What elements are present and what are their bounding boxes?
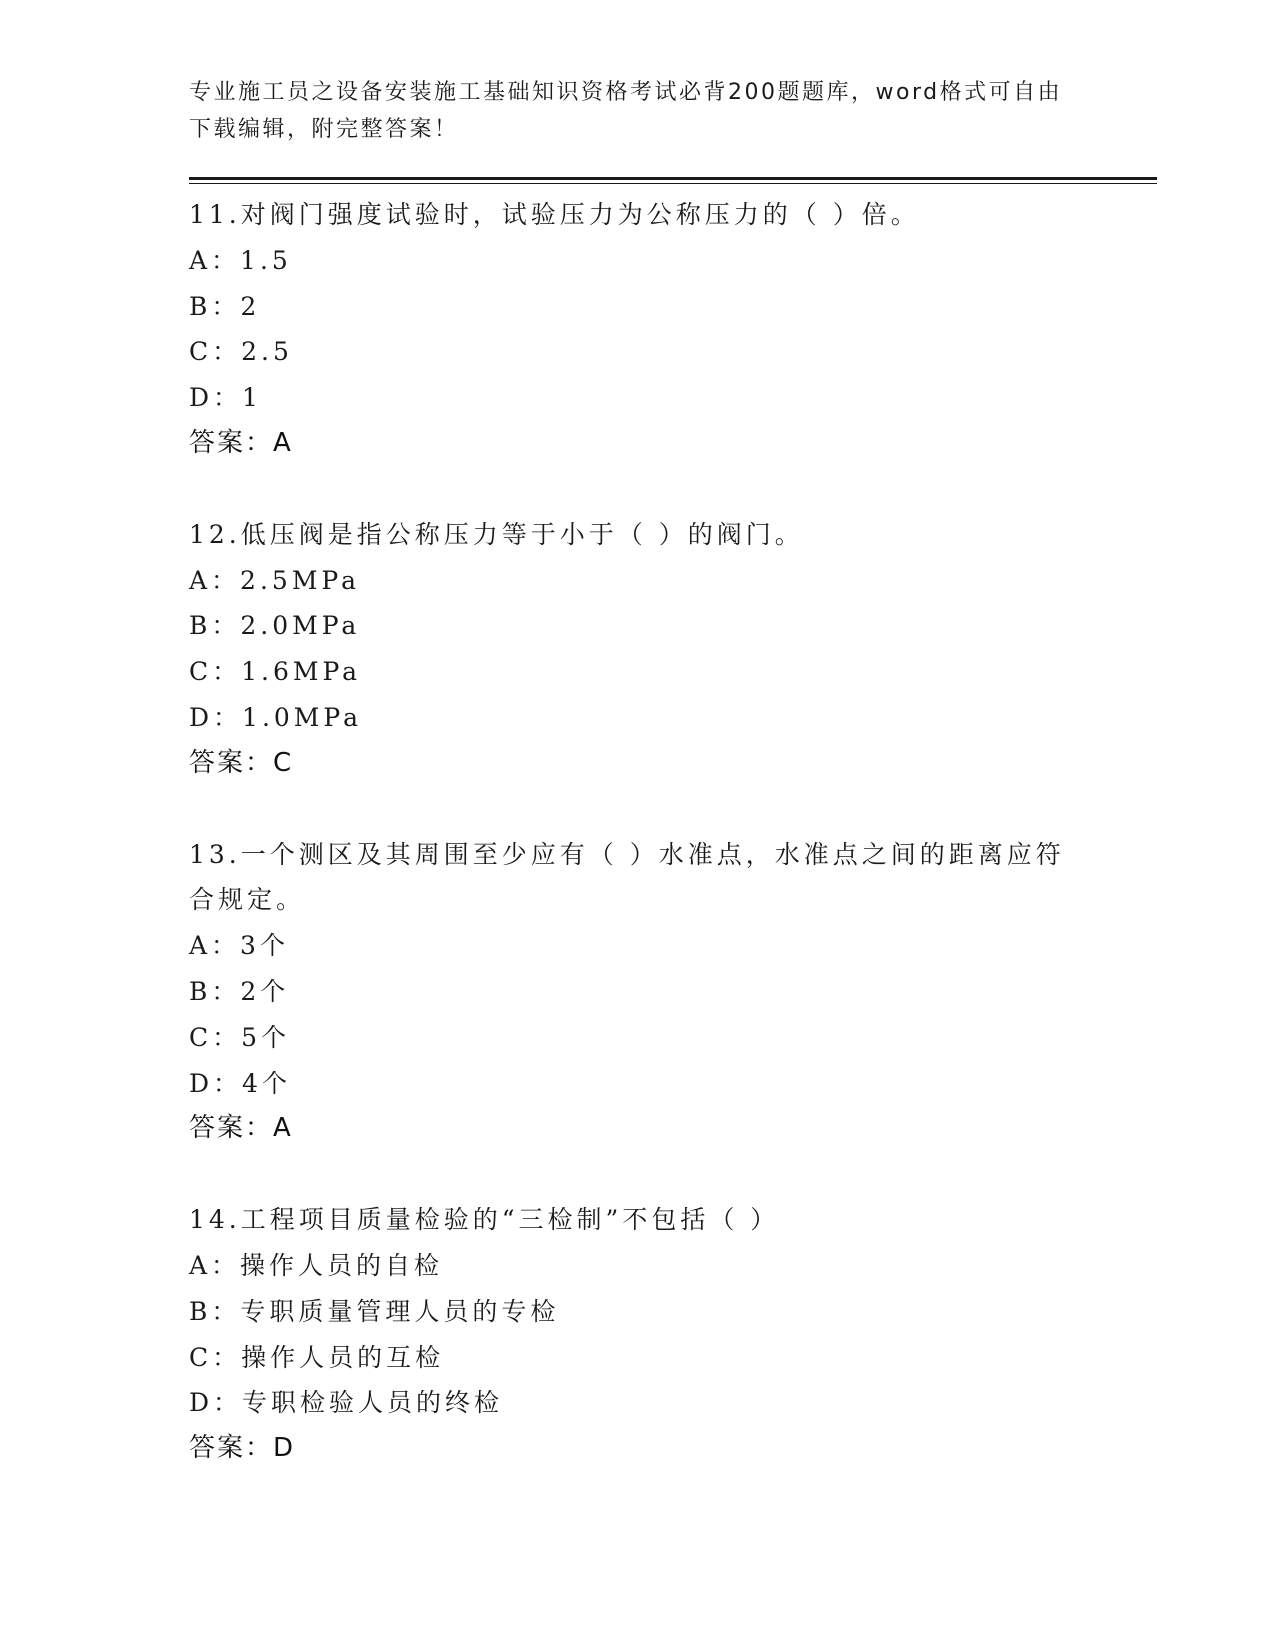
answer: 答案：A <box>189 1113 293 1144</box>
question-13 <box>189 832 1069 1153</box>
option-c: C：操作人员的互检 <box>189 1342 445 1372</box>
answer: 答案：A <box>189 427 293 458</box>
option-b: B：专职质量管理人员的专检 <box>189 1296 560 1326</box>
header-title-line-1: 专业施工员之设备安装施工基础知识资格考试必背200题题库，word格式可自由 <box>189 80 1063 105</box>
document-header <box>189 74 1069 148</box>
option-d: D：1.0MPa <box>189 702 363 732</box>
question-stem: 11.对阀门强度试验时，试验压力为公称压力的（ ）倍。 <box>189 200 920 229</box>
option-c: C：5个 <box>189 1022 291 1052</box>
question-stem: 13.一个测区及其周围至少应有（ ）水准点，水准点之间的距离应符合规定。 <box>189 839 1065 915</box>
question-12 <box>189 512 1069 787</box>
header-divider-thin <box>189 183 1157 184</box>
option-a: A：3个 <box>189 931 289 961</box>
question-11 <box>189 192 1069 467</box>
question-stem: 14.工程项目质量检验的“三检制”不包括（ ） <box>189 1205 780 1235</box>
header-title-line-2: 下载编辑，附完整答案！ <box>189 117 459 142</box>
option-a: A：操作人员的自检 <box>189 1250 444 1280</box>
option-b: B：2个 <box>189 976 290 1006</box>
answer: 答案：D <box>189 1433 296 1464</box>
header-divider-thick <box>189 177 1157 180</box>
option-c: C：1.6MPa <box>189 657 362 687</box>
question-stem: 12.低压阀是指公称压力等于小于（ ）的阀门。 <box>189 519 804 549</box>
option-c: C：2.5 <box>189 337 293 367</box>
question-list <box>189 192 1069 1517</box>
option-a: A：1.5 <box>189 245 292 275</box>
option-d: D：专职检验人员的终检 <box>189 1388 504 1418</box>
option-d: D：1 <box>189 383 262 413</box>
option-b: B：2.0MPa <box>189 611 361 641</box>
question-14 <box>189 1197 1069 1472</box>
answer: 答案：C <box>189 747 294 778</box>
option-b: B：2 <box>189 291 261 321</box>
option-a: A：2.5MPa <box>189 565 361 595</box>
option-d: D：4个 <box>189 1068 291 1098</box>
